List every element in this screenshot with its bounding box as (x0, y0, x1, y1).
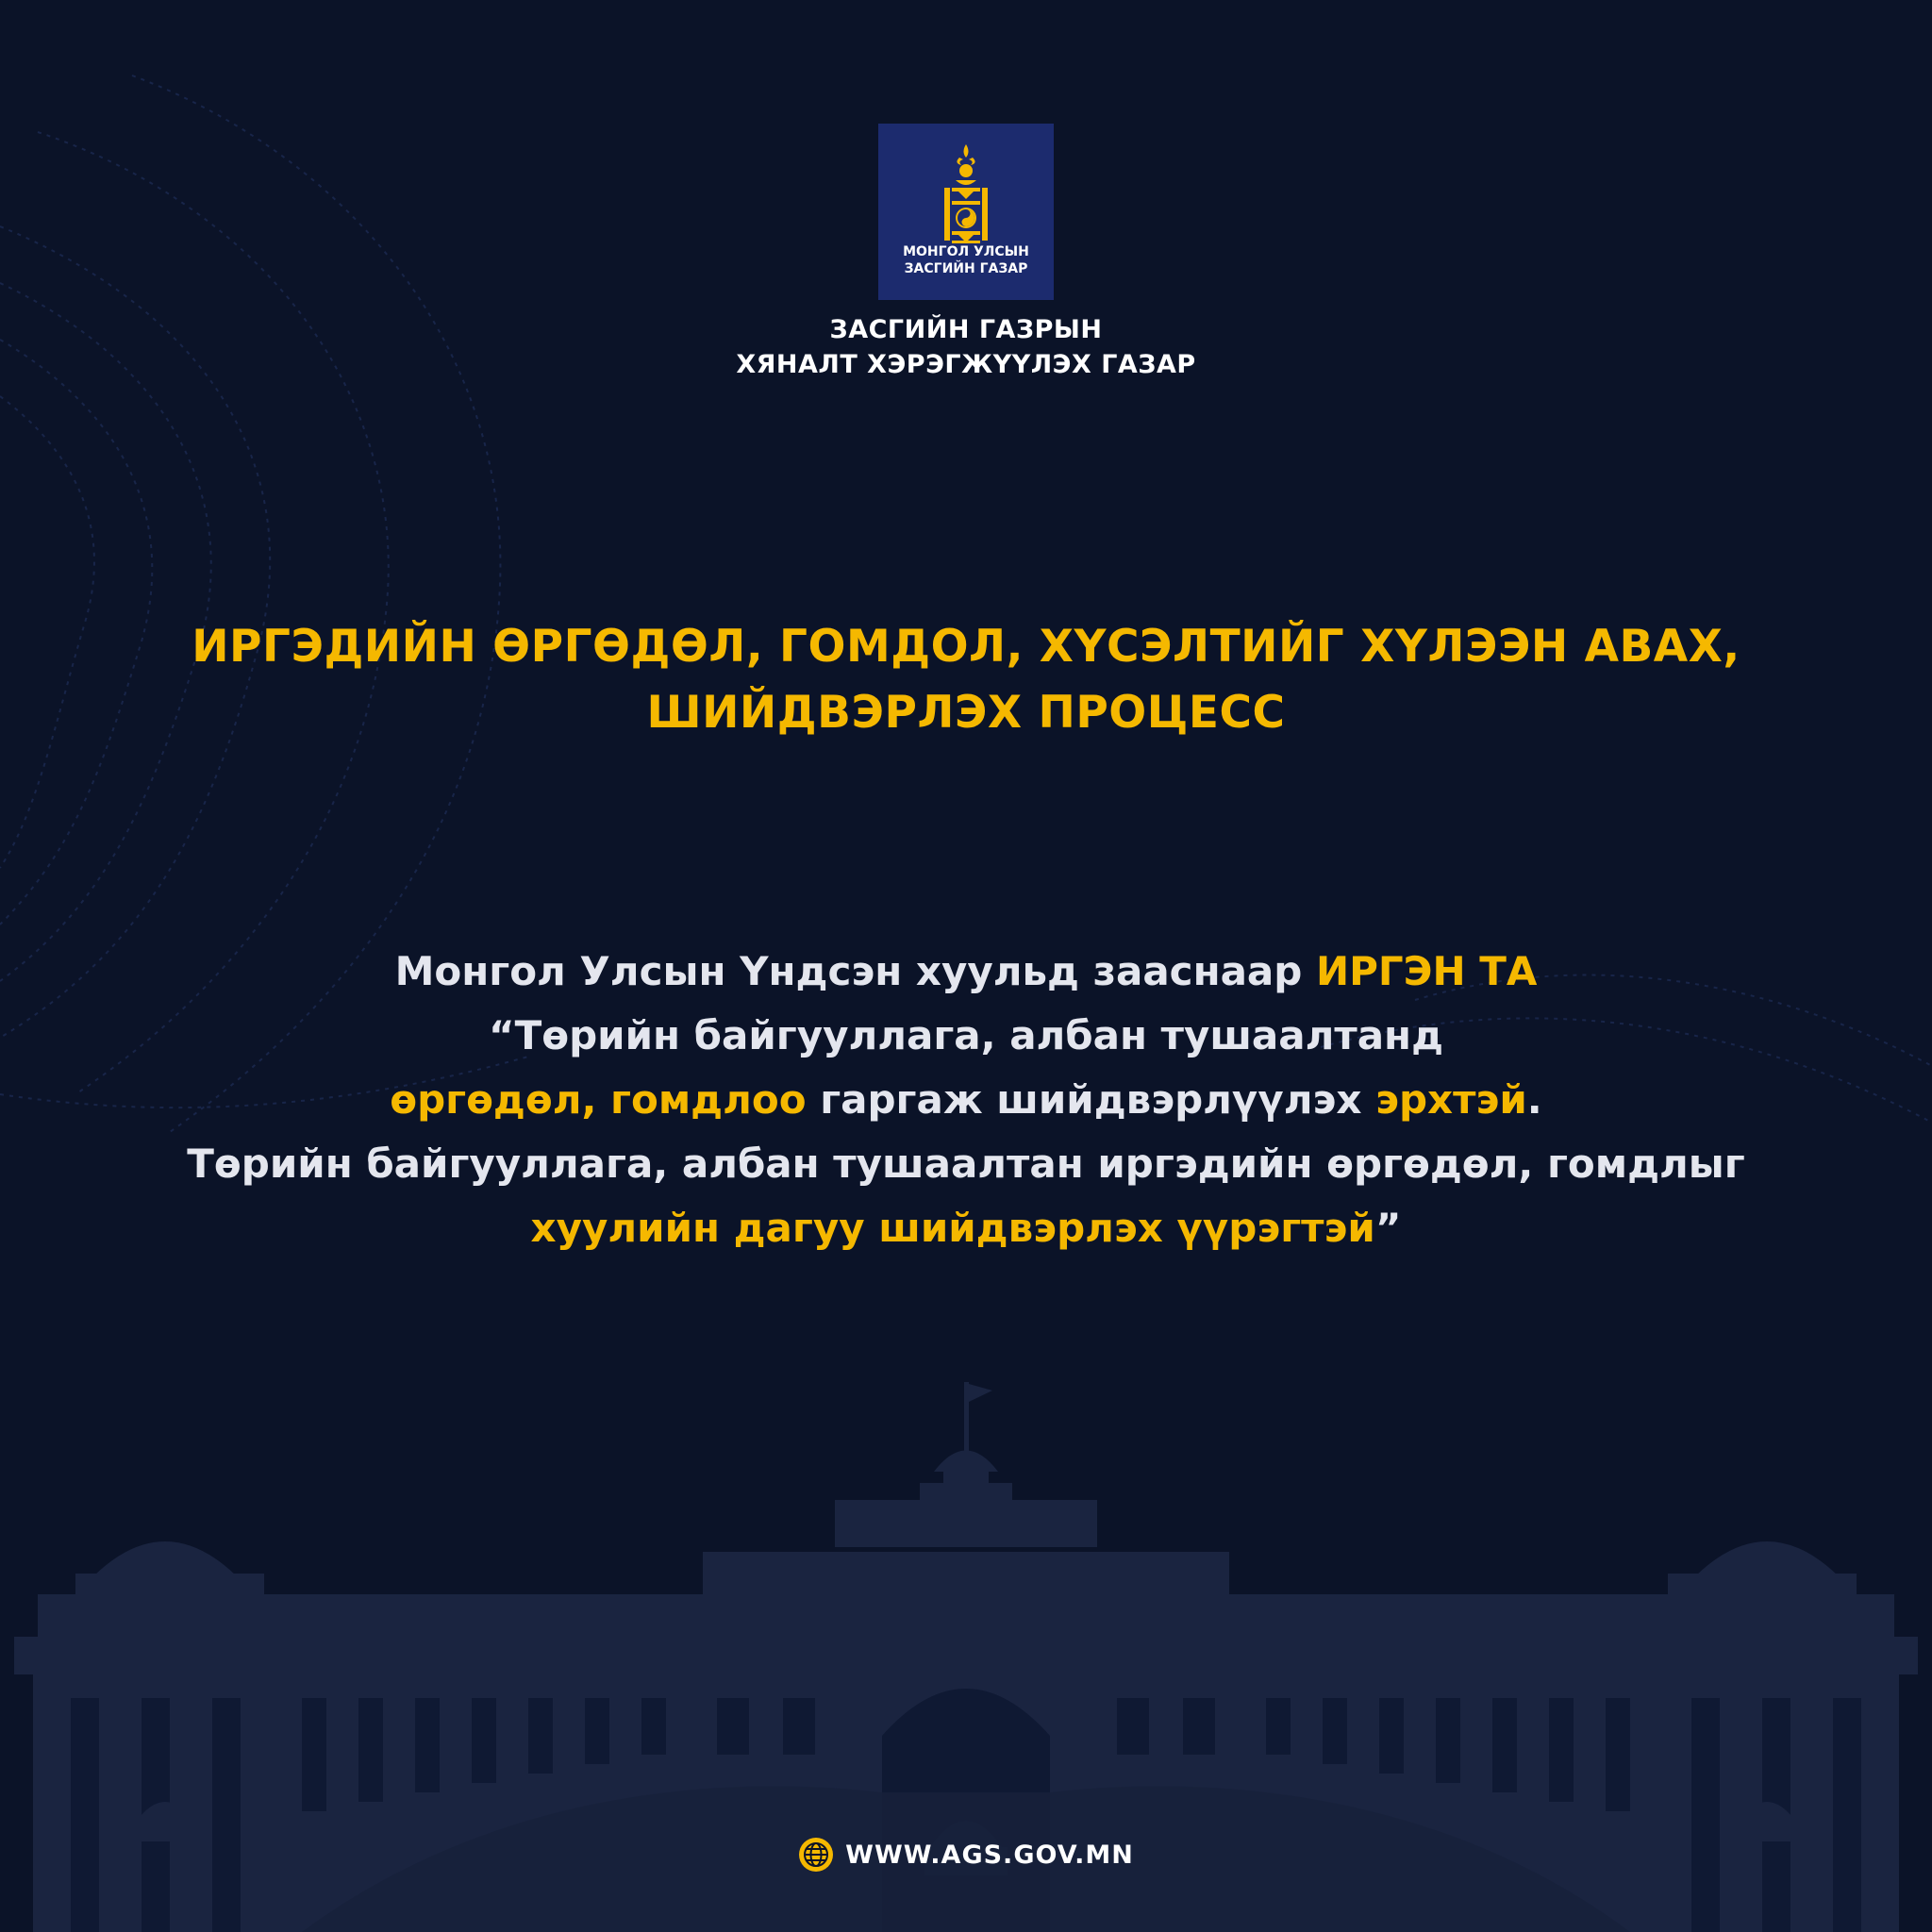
body-text: Монгол Улсын Үндсэн хуульд зааснаар (394, 948, 1316, 994)
body-line-2 (0, 1012, 1932, 1058)
body-highlight: хуулийн дагуу шийдвэрлэх үүрэгтэй (530, 1205, 1375, 1251)
body-text: ” (1374, 1205, 1402, 1251)
website-link[interactable]: WWW.AGS.GOV.MN (845, 1840, 1134, 1870)
logo-caption-line1: МОНГОЛ УЛСЫН (903, 244, 1029, 259)
organization-name-line2: ХЯНАЛТ ХЭРЭГЖҮҮЛЭХ ГАЗАР (736, 350, 1196, 379)
body-line-3 (0, 1076, 1932, 1123)
body-highlight: ИРГЭН ТА (1315, 948, 1538, 994)
body-text: гаргаж шийдвэрлүүлэх (806, 1076, 1376, 1123)
organization-name-line1: ЗАСГИЙН ГАЗРЫН (829, 315, 1103, 344)
body-highlight: эрхтэй (1375, 1076, 1527, 1123)
logo-caption-line2: ЗАСГИЙН ГАЗАР (904, 261, 1028, 276)
page-title-line1: ИРГЭДИЙН ӨРГӨДӨЛ, ГОМДОЛ, ХҮСЭЛТИЙГ ХҮЛЭЭН АВАХ, (192, 621, 1740, 673)
body-line-4 (0, 1141, 1932, 1187)
body-text: “Төрийн байгууллага, албан тушаалтанд (489, 1012, 1443, 1058)
page-title-line2: ШИЙДВЭРЛЭХ ПРОЦЕСС (646, 687, 1286, 739)
body-line-1 (0, 948, 1932, 994)
body-line-5 (0, 1205, 1932, 1251)
body-text: . (1526, 1076, 1542, 1123)
government-logo (878, 124, 1054, 300)
body-highlight: өргөдөл, гомдлоо (390, 1076, 807, 1123)
footer (0, 1836, 1932, 1874)
globe-icon (798, 1837, 834, 1873)
body-text: Төрийн байгууллага, албан тушаалтан иргэдийн өргөдөл, гомдлыг (187, 1141, 1745, 1187)
